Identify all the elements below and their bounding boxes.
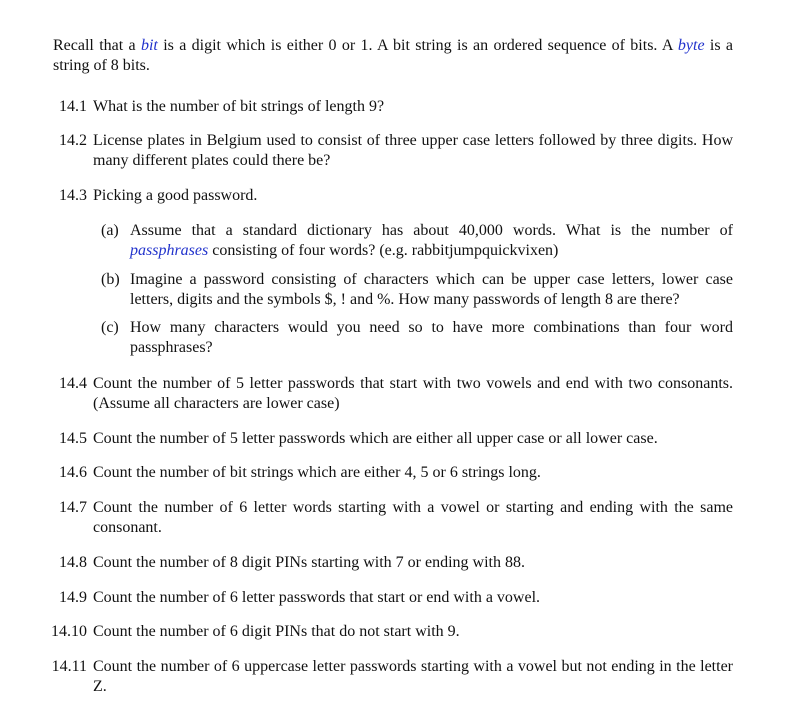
subpart-text <box>130 221 733 261</box>
subpart-label: (a) <box>101 222 119 239</box>
problem-14-9 <box>47 588 733 608</box>
problem-number: 14.11 <box>51 658 87 675</box>
problem-number: 14.8 <box>59 554 87 571</box>
problem-14-1 <box>47 97 733 117</box>
problem-number: 14.2 <box>59 132 87 149</box>
problem-number: 14.5 <box>59 430 87 447</box>
problem-14-11 <box>47 657 733 697</box>
problem-14-3 <box>47 186 733 206</box>
problem-14-2 <box>47 131 733 171</box>
term-passphrases: passphrases <box>130 242 209 259</box>
problem-number: 14.6 <box>59 464 87 481</box>
problem-text: Count the number of 6 uppercase letter passwords starting with a vowel but not ending in the letter Z. <box>93 658 733 695</box>
intro-text-2: is a digit which is either 0 or 1. A bit string is an ordered sequence of bits. A <box>157 37 678 54</box>
problem-text: Count the number of bit strings which are either 4, 5 or 6 strings long. <box>93 464 541 481</box>
subpart-label: (b) <box>101 271 120 288</box>
problem-text: What is the number of bit strings of length 9? <box>93 98 385 115</box>
problem-number: 14.3 <box>59 187 87 204</box>
subpart-label: (c) <box>101 319 119 336</box>
problem-number: 14.1 <box>59 98 87 115</box>
problem-text: Count the number of 6 digit PINs that do not start with 9. <box>93 623 460 640</box>
problem-text: Count the number of 5 letter passwords which are either all upper case or all lower case. <box>93 430 658 447</box>
problem-14-10 <box>47 622 733 642</box>
term-byte: byte <box>677 37 705 54</box>
subpart-text: Imagine a password consisting of characters which can be upper case letters, lower case letters, digits and the symbols $, ! and %. How many passwords of length 8 are there? <box>130 271 733 308</box>
problem-text: License plates in Belgium used to consist of three upper case letters followed by three digits. How many different plates could there be? <box>93 132 733 169</box>
subpart-a <box>101 221 733 261</box>
problem-text: Count the number of 5 letter passwords that start with two vowels and end with two consonants. (Assume all characters are lower case) <box>93 375 733 412</box>
problem-14-8 <box>47 553 733 573</box>
subpart-text: How many characters would you need so to have more combinations than four word passphrases? <box>130 319 733 356</box>
problem-14-6 <box>47 463 733 483</box>
intro-paragraph <box>53 36 733 76</box>
problem-14-5 <box>47 429 733 449</box>
subpart-a-text-2: consisting of four words? (e.g. rabbitjumpquickvixen) <box>208 242 559 259</box>
problem-14-4 <box>47 374 733 414</box>
subpart-b <box>101 270 733 310</box>
subpart-c <box>101 318 733 358</box>
problem-number: 14.9 <box>59 589 87 606</box>
intro-text-3: is a string of 8 bits. <box>53 37 733 74</box>
problem-text: Count the number of 8 digit PINs starting with 7 or ending with 88. <box>93 554 525 571</box>
problem-text: Picking a good password. <box>93 187 258 204</box>
problem-text: Count the number of 6 letter passwords that start or end with a vowel. <box>93 589 541 606</box>
problem-number: 14.10 <box>51 623 87 640</box>
problem-number: 14.4 <box>59 375 87 392</box>
problem-14-7 <box>47 498 733 538</box>
problem-number: 14.7 <box>59 499 87 516</box>
term-bit: bit <box>140 37 158 54</box>
problem-text: Count the number of 6 letter words starting with a vowel or starting and ending with the same consonant. <box>93 499 733 536</box>
intro-text-1: Recall that a <box>53 37 141 54</box>
subpart-a-text-1: Assume that a standard dictionary has about 40,000 words. What is the number of <box>130 222 733 239</box>
